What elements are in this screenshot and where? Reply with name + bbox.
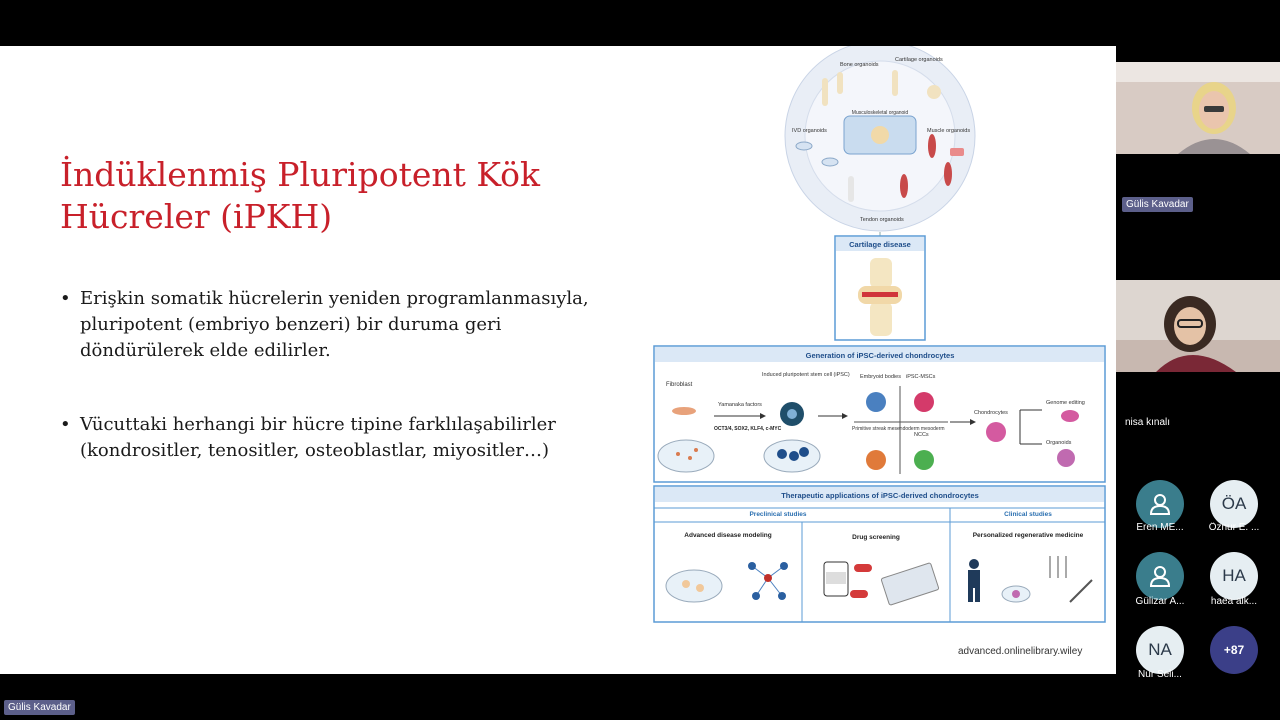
chondrocytes-label: Chondrocytes: [974, 410, 1008, 416]
presenter-video-frame: [1116, 62, 1280, 154]
user-icon: [1148, 564, 1172, 588]
participant-avatar[interactable]: ÖA: [1210, 480, 1258, 528]
wheel-label: Muscle organoids: [927, 128, 971, 134]
participant-avatar[interactable]: HA: [1210, 552, 1258, 600]
wheel-label: IVD organoids: [792, 128, 827, 134]
participant-avatar[interactable]: NA: [1136, 626, 1184, 674]
participant-avatar-label: Gülizar A...: [1135, 596, 1185, 607]
drug-label: Drug screening: [852, 534, 900, 541]
ipsc-mscs-label: iPSC-MSCs: [906, 374, 936, 380]
shared-slide: [0, 46, 1116, 674]
therapeutic-header: Therapeutic applications of iPSC-derived chondrocytes: [781, 491, 979, 500]
therapeutic-panel: [654, 486, 1105, 622]
active-speaker-tag: Gülis Kavadar: [4, 700, 75, 715]
organoid-wheel: [785, 46, 975, 231]
wheel-label: Tendon organoids: [860, 217, 904, 223]
second-participant-name: nisa kınalı: [1125, 417, 1171, 428]
participant-avatar[interactable]: [1136, 552, 1184, 600]
slide-source: advanced.onlinelibrary.wiley: [958, 646, 1083, 657]
wheel-label: Bone organoids: [840, 62, 879, 68]
presenter-name-tag: Gülis Kavadar: [1122, 197, 1193, 212]
yamanaka-factors: OCT3/4, SOX2, KLF4, c-MYC: [714, 426, 782, 432]
slide-title: İndüklenmiş Pluripotent Kök Hücreler (iPKH): [60, 155, 541, 236]
nccs-label: NCCs: [914, 432, 929, 438]
generation-panel: [654, 346, 1105, 482]
embryoid-label: Embryoid bodies: [860, 374, 901, 380]
participant-avatar-label: Nur Seli...: [1138, 669, 1182, 680]
user-icon: [1148, 492, 1172, 516]
participant-video-second[interactable]: [1116, 280, 1280, 372]
participant-avatar-label: Eren ME...: [1136, 522, 1184, 533]
wheel-center-label: Musculoskeletal organoid: [851, 110, 909, 116]
ipsc-label: Induced pluripotent stem cell (iPSC): [762, 372, 850, 378]
fibroblast-label: Fibroblast: [666, 382, 693, 388]
participant-avatar[interactable]: [1136, 480, 1184, 528]
more-participants-button[interactable]: +87: [1210, 626, 1258, 674]
slide-bullets: [60, 286, 620, 512]
clinical-label: Clinical studies: [1004, 511, 1052, 518]
participant-avatar-label: haea alk...: [1210, 596, 1258, 607]
preclinical-label: Preclinical studies: [749, 511, 807, 518]
genome-editing-label: Genome editing: [1046, 400, 1085, 406]
ipsc-figure: [652, 46, 1108, 674]
cartilage-disease-panel: [835, 236, 925, 340]
participant-avatar-label: Öznur E. ...: [1208, 522, 1260, 533]
bullet-item: • Vücuttaki herhangi bir hücre tipine farklılaşabilirler (kondrositler, tenositler, osteoblastlar, miyositler…): [60, 412, 620, 464]
wheel-label: Cartilage organoids: [895, 57, 943, 63]
bullet-item: • Erişkin somatik hücrelerin yeniden programlanmasıyla, pluripotent (embriyo benzeri) bir duruma geri döndürülerek elde edilirler.: [60, 286, 620, 364]
advanced-label: Advanced disease modeling: [684, 532, 772, 539]
participant-video-presenter[interactable]: [1116, 62, 1280, 154]
primitive-streak-label: Primitive streak mesendoderm mesoderm: [852, 426, 945, 432]
yamanaka-label: Yamanaka factors: [718, 402, 762, 408]
generation-header: Generation of iPSC-derived chondrocytes: [805, 351, 955, 360]
personalized-label: Personalized regenerative medicine: [972, 532, 1084, 539]
second-video-frame: [1116, 280, 1280, 372]
cartilage-disease-label: Cartilage disease: [849, 240, 911, 249]
organoids-label: Organoids: [1046, 440, 1072, 446]
